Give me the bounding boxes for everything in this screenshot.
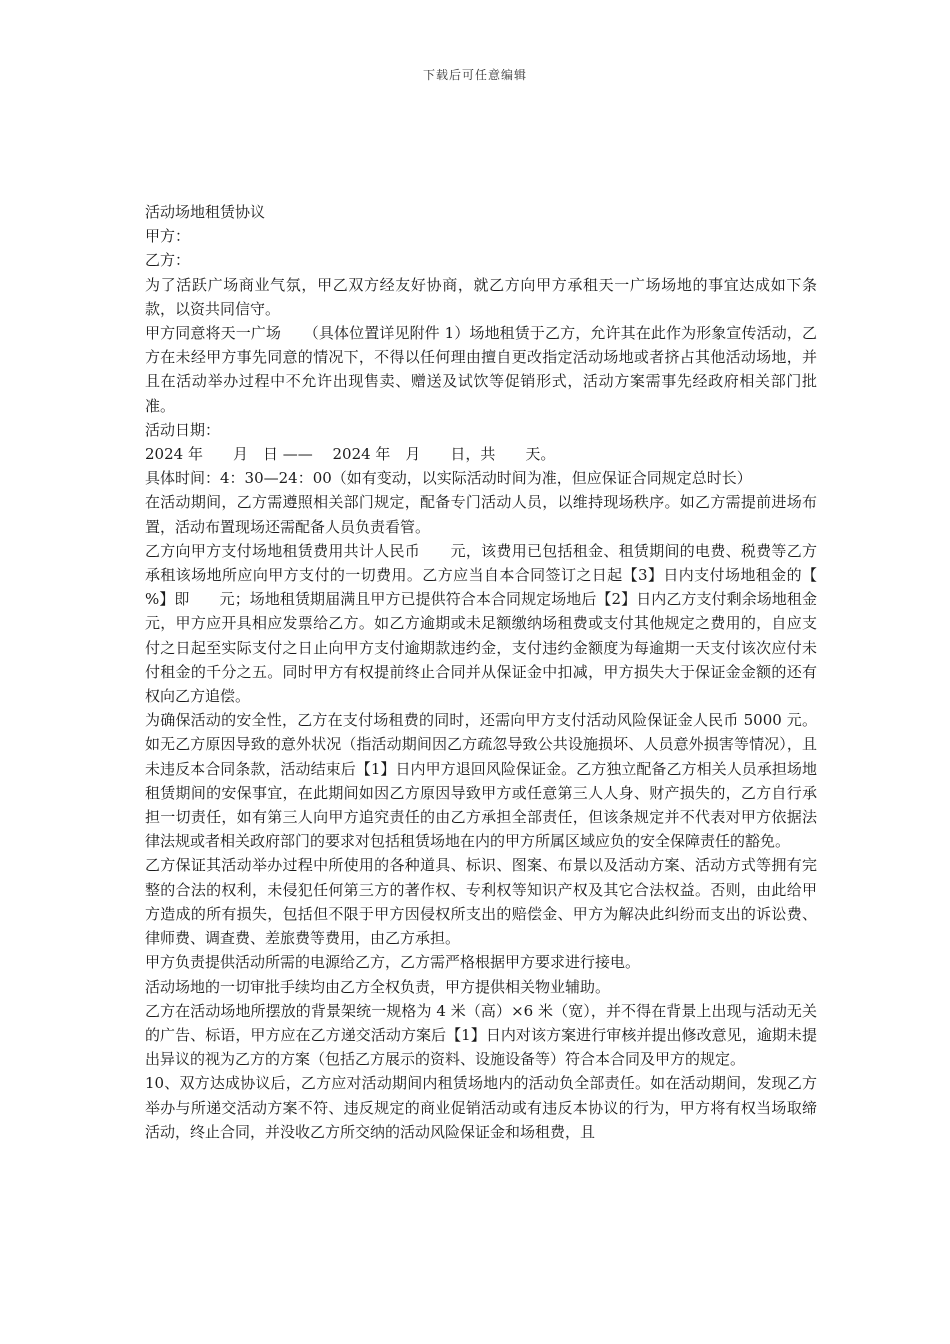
paragraph-payment: 乙方向甲方支付场地租赁费用共计人民币 元，该费用已包括租金、租赁期间的电费、税费等乙方承租该场地所应向甲方支付的一切费用。乙方应当自本合同签订之日起【3】日内支付场地租金的【 %】即 元；场地租赁期届满且甲方已提供符合本合同规定场地后【2】日内乙方支付剩余场地租金 元，甲方应开具相应发票给乙方。如乙方逾期或未足额缴纳场租费或支付其他规定之费用的，自应支付之日起至实际支付之日止向甲方支付逾期款违约金，支付违约金额度为每逾期一天支付该次应付未付租金的千分之五。同时甲方有权提前终止合同并从保证金中扣减，甲方损失大于保证金金额的还有权向乙方追偿。: [145, 541, 833, 706]
paragraph-power: 甲方负责提供活动所需的电源给乙方，乙方需严格根据甲方要求进行接电。: [145, 953, 641, 972]
paragraph-venue: 甲方同意将天一广场 （具体位置详见附件 1）场地租赁于乙方，允许其在此作为形象宣传活动，乙方在未经甲方事先同意的情况下，不得以任何理由擅自更改指定活动场地或者挤占其他活动场地，并且在活动举办过程中不允许出现售卖、赠送及试饮等促销形式，活动方案需事先经政府相关部门批准。: [145, 324, 817, 415]
paragraph-backdrop: 乙方在活动场地所摆放的背景架统一规格为 4 米（高）×6 米（宽），并不得在背景上出现与活动无关的广告、标语，甲方应在乙方递交活动方案后【1】日内对该方案进行审核并提出修改意见，逾期未提出异议的视为乙方的方案（包括乙方展示的资料、设施设备等）符合本合同及甲方的规定。: [145, 1001, 817, 1069]
paragraph-staffing: 在活动期间，乙方需遵照相关部门规定，配备专门活动人员，以维持现场秩序。如乙方需提前进场布置，活动布置现场还需配备人员负责看管。: [145, 493, 817, 536]
page-header: [0, 66, 950, 83]
party-b-line: 乙方：: [145, 251, 191, 270]
paragraph-intro: 为了活跃广场商业气氛，甲乙双方经友好协商，就乙方向甲方承租天一广场场地的事宜达成如下条款，以资共同信守。: [145, 275, 817, 318]
party-a-line: 甲方：: [145, 227, 191, 246]
paragraph-time: 具体时间：4：30—24：00（如有变动，以实际活动时间为准，但应保证合同规定总时长）: [145, 469, 752, 488]
paragraph-approval: 活动场地的一切审批手续均由乙方全权负责，甲方提供相关物业辅助。: [145, 977, 611, 996]
header-text: 下载后可任意编辑: [422, 68, 527, 82]
paragraph-date-label: 活动日期：: [145, 420, 221, 439]
paragraph-deposit: 为确保活动的安全性，乙方在支付场租费的同时，还需向甲方支付活动风险保证金人民币 5000 元。如无乙方原因导致的意外状况（指活动期间因乙方疏忽导致公共设施损坏、人员意外损害等情况），且未违反本合同条款，活动结束后【1】日内甲方退回风险保证金。乙方独立配备乙方相关人员承担场地租赁期间的安保事宜，在此期间如因乙方原因导致甲方或任意第三人人身、财产损失的，乙方自行承担一切责任，如有第三人向甲方追究责任的由乙方承担全部责任，但该条规定并不代表对甲方依据法律法规或者相关政府部门的要求对包括租赁场地在内的甲方所属区域应负的安全保障责任的豁免。: [145, 711, 817, 851]
paragraph-date-range: 2024 年 月 日 —— 2024 年 月 日，共 天。: [145, 445, 556, 464]
paragraph-clause-10: 10、双方达成协议后，乙方应对活动期间内租赁场地内的活动负全部责任。如在活动期间，发现乙方举办与所递交活动方案不符、违反规定的商业促销活动或有违反本协议的行为，甲方将有权当场取缔活动，终止合同，并没收乙方所交纳的活动风险保证金和场租费，且: [145, 1074, 817, 1141]
paragraph-ip-rights: 乙方保证其活动举办过程中所使用的各种道具、标识、图案、布景以及活动方案、活动方式等拥有完整的合法的权利，未侵犯任何第三方的著作权、专利权等知识产权及其它合法权益。否则，由此给甲方造成的所有损失，包括但不限于甲方因侵权所支出的赔偿金、甲方为解决此纠纷而支出的诉讼费、律师费、调查费、差旅费等费用，由乙方承担。: [145, 856, 817, 948]
document-body: [145, 200, 833, 1144]
document-title: 活动场地租赁协议: [145, 203, 266, 221]
